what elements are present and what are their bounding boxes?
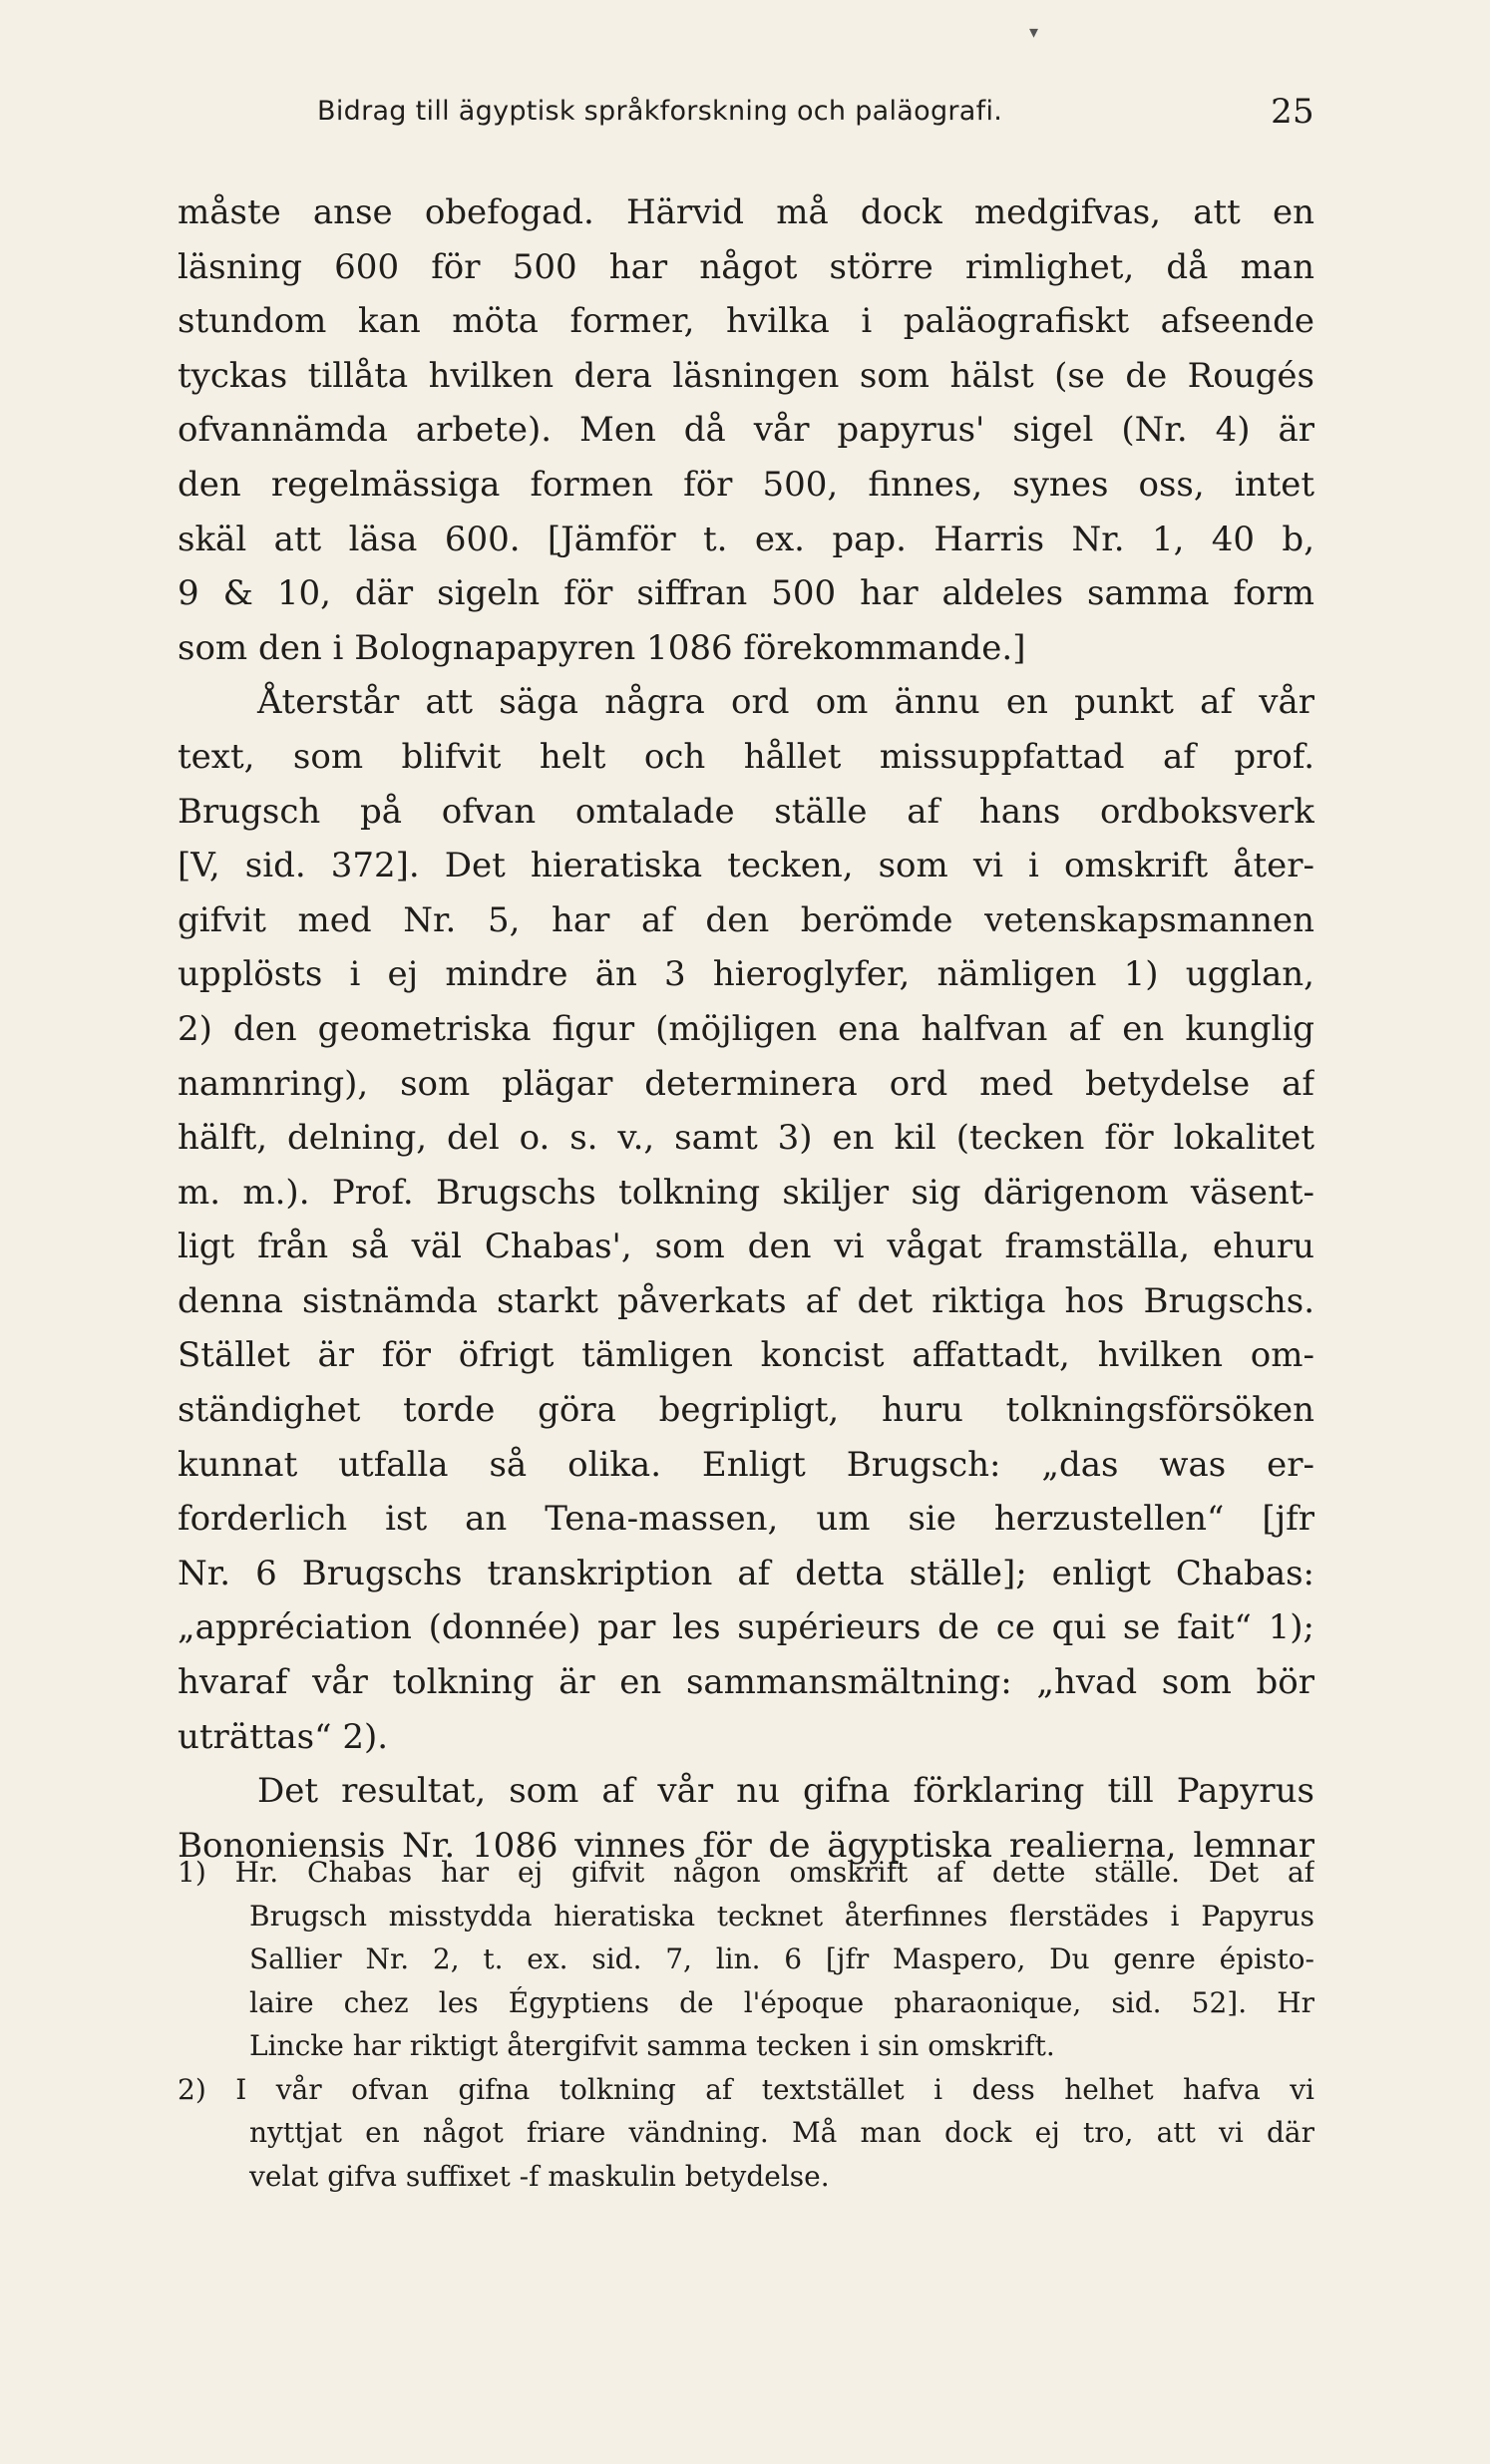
text-line: som den i Bolognapapyren 1086 förekommande.]: [178, 627, 1026, 668]
text-line: gifvit med Nr. 5, har af den berömde vetenskapsmannen: [178, 899, 1314, 940]
text-line: Återstår att säga några ord om ännu en punkt af vår: [257, 682, 1314, 723]
text-line: hälft, delning, del o. s. v., samt 3) en kil (tecken för lokalitet: [178, 1118, 1314, 1159]
text-line: Nr. 6 Brugschs transkription af detta ställe]; enligt Chabas:: [178, 1553, 1314, 1593]
page-number: 25: [1271, 92, 1314, 132]
text-line: Bononiensis Nr. 1086 vinnes för de ägyptiska realierna, lemnar: [178, 1825, 1314, 1866]
footnote-line: velat gifva suffixet -f maskulin betydelse.: [249, 2159, 830, 2193]
footnote-line: 1) Hr. Chabas har ej gifvit någon omskrift af dette ställe. Det af: [178, 1856, 1314, 1889]
text-line: „appréciation (donnée) par les supérieurs de ce qui se fait“ 1);: [178, 1607, 1314, 1648]
running-title: Bidrag till ägyptisk språkforskning och paläografi.: [317, 96, 1003, 127]
text-line: m. m.). Prof. Brugschs tolkning skiljer sig därigenom väsent-: [178, 1172, 1314, 1213]
text-line: 2) den geometriska figur (möjligen ena halfvan af en kunglig: [178, 1008, 1314, 1049]
text-line: upplösts i ej mindre än 3 hieroglyfer, nämligen 1) ugglan,: [178, 954, 1314, 995]
footnote-line: nyttjat en något friare vändning. Må man dock ej tro, att vi där: [249, 2116, 1314, 2149]
footnote-line: 2) I vår ofvan gifna tolkning af textstället i dess helhet hafva vi: [178, 2072, 1314, 2106]
text-line: Stället är för öfrigt tämligen koncist affattadt, hvilken om-: [178, 1335, 1314, 1376]
footnote-line: Lincke har riktigt återgifvit samma tecken i sin omskrift.: [249, 2029, 1055, 2062]
text-line: [V, sid. 372]. Det hieratiska tecken, som vi i omskrift åter-: [178, 846, 1314, 886]
footnote-line: Sallier Nr. 2, t. ex. sid. 7, lin. 6 [jfr Maspero, Du genre épisto-: [249, 1942, 1314, 1975]
text-line: 9 & 10, där sigeln för siffran 500 har aldeles samma form: [178, 573, 1314, 614]
text-line: namnring), som plägar determinera ord med betydelse af: [178, 1063, 1314, 1104]
text-line: kunnat utfalla så olika. Enligt Brugsch: „das was er-: [178, 1444, 1314, 1485]
text-line: tyckas tillåta hvilken dera läsningen som hälst (se de Rougés: [178, 355, 1314, 396]
text-line: skäl att läsa 600. [Jämför t. ex. pap. Harris Nr. 1, 40 b,: [178, 519, 1314, 559]
running-header: [317, 92, 1314, 136]
text-line: forderlich ist an Tena-massen, um sie herzustellen“ [jfr: [178, 1499, 1314, 1540]
text-line: denna sistnämda starkt påverkats af det riktiga hos Brugschs.: [178, 1280, 1314, 1321]
text-line: Brugsch på ofvan omtalade ställe af hans ordboksverk: [178, 791, 1314, 832]
footnotes: [178, 1851, 1314, 2198]
text-line: den regelmässiga formen för 500, finnes, synes oss, intet: [178, 464, 1314, 505]
text-line: hvaraf vår tolkning är en sammansmältning: „hvad som bör: [178, 1662, 1314, 1703]
text-line: läsning 600 för 500 har något större rimlighet, då man: [178, 246, 1314, 287]
text-line: ofvannämda arbete). Men då vår papyrus' sigel (Nr. 4) är: [178, 410, 1314, 451]
text-line: måste anse obefogad. Härvid må dock medgifvas, att en: [178, 192, 1314, 232]
text-line: stundom kan möta former, hvilka i paläografiskt afseende: [178, 301, 1314, 342]
stray-ink-mark: ▾: [1029, 22, 1039, 43]
body-text: [178, 185, 1314, 1873]
text-line: ligt från så väl Chabas', som den vi vågat framställa, ehuru: [178, 1227, 1314, 1267]
footnote-line: Brugsch misstydda hieratiska tecknet återfinnes flerstädes i Papyrus: [249, 1899, 1314, 1933]
text-line: uträttas“ 2).: [178, 1716, 389, 1757]
text-line: Det resultat, som af vår nu gifna förklaring till Papyrus: [257, 1771, 1314, 1812]
footnote-line: laire chez les Égyptiens de l'époque pharaonique, sid. 52]. Hr: [249, 1985, 1314, 2019]
text-line: text, som blifvit helt och hållet missuppfattad af prof.: [178, 736, 1314, 777]
text-line: ständighet torde göra begripligt, huru tolkningsförsöken: [178, 1390, 1314, 1431]
